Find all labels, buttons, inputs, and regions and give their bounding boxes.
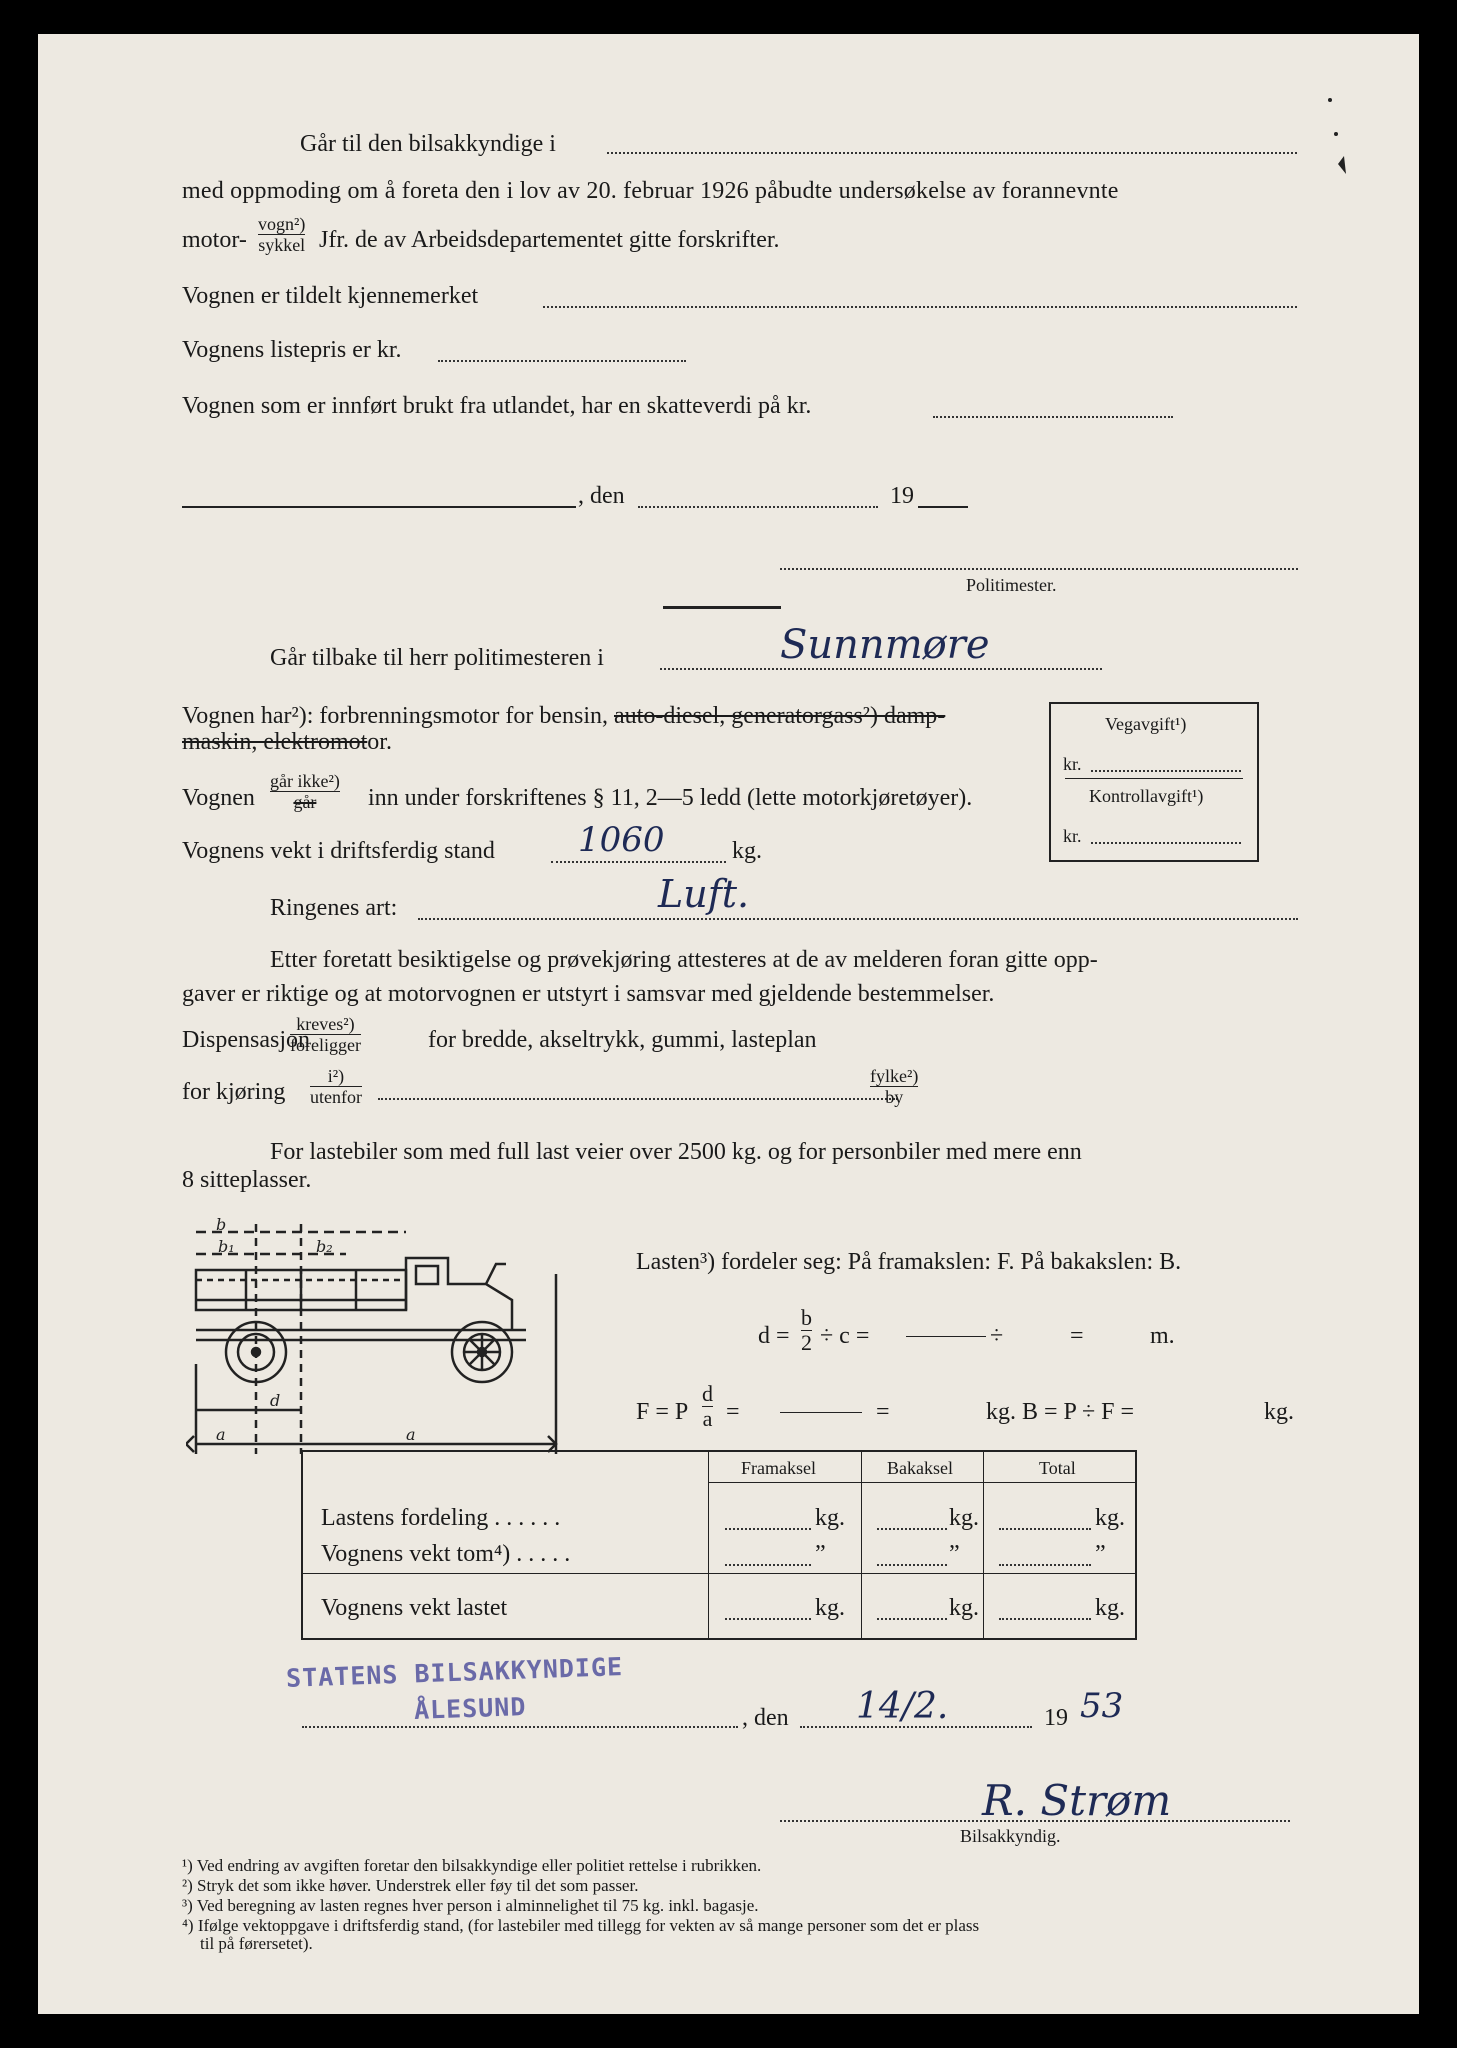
- field-skatteverdi[interactable]: [933, 416, 1173, 418]
- handwritten-date: 14/2.: [856, 1686, 949, 1727]
- frac-top: vogn²): [258, 214, 306, 234]
- formula-d-rest: ÷ c =: [820, 1323, 870, 1349]
- vekt-label: Vognens vekt i driftsferdig stand: [182, 838, 495, 864]
- motor-line-rest: Jfr. de av Arbeidsdepartementet gitte forskrifter.: [319, 227, 780, 253]
- formula-eq: =: [1070, 1323, 1084, 1349]
- struck-elektromotor: maskin, elektromot: [182, 729, 368, 755]
- frac-top: d: [702, 1381, 713, 1406]
- table-cell-field[interactable]: [877, 1564, 947, 1566]
- formula-unit-m: m.: [1150, 1323, 1175, 1349]
- table-cell-field[interactable]: [725, 1528, 811, 1530]
- den-label-2: , den: [742, 1705, 789, 1731]
- formula-minus: ÷: [990, 1323, 1004, 1349]
- svg-text:b: b: [216, 1215, 227, 1234]
- table-cell-unit: kg.: [815, 1505, 845, 1531]
- section-divider: [663, 606, 781, 609]
- field-vekt[interactable]: [551, 861, 726, 863]
- footnote-4: ⁴) Ifølge vektoppgave i driftsferdig stand, (for lastebiler med tillegg for vekten av så mange personer som det er plass: [182, 1916, 980, 1935]
- table-cell-field[interactable]: [999, 1618, 1091, 1620]
- vogn-sykkel-fraction: [258, 214, 305, 255]
- formula-f-lhs: F = P: [636, 1399, 689, 1425]
- form-sheet: [38, 34, 1419, 2014]
- kreves-foreligger-fraction: [290, 1014, 361, 1055]
- vegavgift-label: Vegavgift¹): [1105, 714, 1187, 734]
- svg-text:d: d: [270, 1391, 281, 1410]
- attest-line-2: gaver er riktige og at motorvognen er utstyrt i samsvar med gjeldende bestemmelser.: [182, 981, 995, 1007]
- frac-bottom: utenfor: [310, 1087, 362, 1107]
- year-prefix-1: 19: [890, 483, 914, 509]
- table-row-label: Vognens vekt lastet: [321, 1595, 508, 1621]
- field-politimester-signature[interactable]: [780, 568, 1298, 570]
- table-row-label: Lastens fordeling . . . . . .: [321, 1505, 561, 1531]
- struck-fuel-types: auto-diesel, generatorgass²) damp-: [614, 703, 946, 729]
- svg-text:b₁: b₁: [218, 1237, 235, 1256]
- frac-bottom: sykkel: [258, 235, 306, 255]
- table-cell-field[interactable]: [999, 1528, 1091, 1530]
- formula-f-eq-2: =: [876, 1399, 890, 1425]
- frac-top: i²): [327, 1066, 345, 1086]
- field-kjoring[interactable]: [378, 1098, 898, 1100]
- paper-specks-icon: [1316, 94, 1356, 214]
- lastebiler-line-1: For lastebiler som med full last veier over 2500 kg. og for personbiler med mere enn: [270, 1139, 1082, 1165]
- vegavgift-box: [1049, 702, 1259, 862]
- frac-top: b: [801, 1305, 812, 1330]
- col-header-bakaksel: Bakaksel: [887, 1458, 953, 1478]
- svg-text:b₂: b₂: [316, 1237, 333, 1256]
- formula-f-eq: =: [726, 1399, 740, 1425]
- footnote-3: ³) Ved beregning av lasten regnes hver person i alminnelighet til 75 kg. inkl. bagasje.: [182, 1896, 759, 1915]
- bilsakkyndig-label: Bilsakkyndig.: [960, 1826, 1061, 1846]
- table-cell-unit: kg.: [815, 1595, 845, 1621]
- frac-top: fylke²): [870, 1066, 919, 1086]
- frac-top: kreves²): [296, 1014, 355, 1034]
- kjoring-label: for kjøring: [182, 1079, 286, 1105]
- field-politimester-sted[interactable]: [660, 668, 1102, 670]
- field-dato-1[interactable]: [638, 506, 878, 508]
- lastebiler-line-2: 8 sitteplasser.: [182, 1167, 312, 1193]
- formula-d-over-a: [702, 1382, 713, 1431]
- formula-blank-1: [906, 1336, 986, 1337]
- handwritten-signature: R. Strøm: [982, 1776, 1172, 1825]
- ringenes-label: Ringenes art:: [270, 895, 398, 921]
- field-bilsakkyndige-i[interactable]: [607, 152, 1297, 154]
- table-cell-unit: ”: [949, 1541, 960, 1567]
- fylke-by-fraction: [870, 1066, 918, 1107]
- i-utenfor-fraction: [310, 1066, 362, 1107]
- formula-b-part: kg. B = P ÷ F =: [986, 1399, 1135, 1425]
- vognen-har-line-1: Vognen har²): forbrenningsmotor for bensin, auto-diesel, generatorgass²) damp-: [182, 703, 946, 729]
- table-cell-field[interactable]: [725, 1618, 811, 1620]
- table-row-label: Vognens vekt tom⁴) . . . . .: [321, 1541, 571, 1567]
- table-cell-unit: kg.: [949, 1595, 979, 1621]
- dispensasjon-rest: for bredde, akseltrykk, gummi, lasteplan: [428, 1027, 817, 1053]
- formula-unit-kg: kg.: [1264, 1399, 1294, 1425]
- gar-label: Vognen: [182, 785, 255, 811]
- load-distribution-table: [301, 1450, 1137, 1640]
- col-header-framaksel: Framaksel: [741, 1458, 816, 1478]
- handwritten-vekt: 1060: [578, 820, 665, 860]
- kontrollavgift-kr: kr.: [1063, 826, 1082, 846]
- skatteverdi-label: Vognen som er innført brukt fra utlandet, har en skatteverdi på kr.: [182, 393, 812, 419]
- field-year-1[interactable]: [918, 506, 968, 508]
- field-sted-2[interactable]: [302, 1726, 738, 1728]
- kjennemerke-label: Vognen er tildelt kjennemerket: [182, 283, 479, 309]
- lasten-fordeler: Lasten³) fordeler seg: På framakslen: F. På bakakslen: B.: [636, 1249, 1182, 1275]
- formula-blank-2: [780, 1412, 862, 1413]
- frac-bottom: 2: [801, 1330, 812, 1355]
- field-ringenes[interactable]: [418, 918, 1298, 920]
- listepris-label: Vognens listepris er kr.: [182, 337, 402, 363]
- formula-d-lhs: d =: [758, 1323, 790, 1349]
- attest-line-1: Etter foretatt besiktigelse og prøvekjøring attesteres at de av melderen foran gitte opp-: [270, 947, 1098, 973]
- motor-label: motor-: [182, 227, 247, 253]
- frac-bottom: foreligger: [290, 1035, 361, 1055]
- year-prefix-2: 19: [1044, 1705, 1068, 1731]
- footnote-4-cont: til på førersetet).: [200, 1934, 313, 1953]
- gar-ikke-fraction: [270, 771, 340, 812]
- table-cell-unit: ”: [1095, 1541, 1106, 1567]
- handwritten-ringenes: Luft.: [658, 872, 750, 916]
- table-cell-unit: ”: [815, 1541, 826, 1567]
- vegavgift-kr: kr.: [1063, 754, 1082, 774]
- stamp-statens-bilsakkyndige: STATENS BILSAKKYNDIGE: [285, 1652, 624, 1693]
- table-cell-field[interactable]: [877, 1528, 947, 1530]
- field-kjennemerke[interactable]: [543, 306, 1297, 308]
- table-cell-unit: kg.: [1095, 1505, 1125, 1531]
- formula-b-over-2: [801, 1306, 812, 1355]
- den-label-1: , den: [578, 483, 625, 509]
- stamp-alesund: ÅLESUND: [413, 1692, 527, 1725]
- field-sted[interactable]: [182, 506, 576, 508]
- svg-text:a: a: [406, 1425, 416, 1444]
- vekt-unit: kg.: [732, 838, 762, 864]
- gar-rest: inn under forskriftenes § 11, 2—5 ledd (lette motorkjøretøyer).: [368, 785, 973, 811]
- tilbake-label: Går tilbake til herr politimesteren i: [270, 645, 604, 671]
- svg-text:a: a: [216, 1425, 226, 1444]
- field-vegavgift[interactable]: [1091, 770, 1241, 772]
- frac-bottom: a: [702, 1406, 713, 1431]
- footnote-2: ²) Stryk det som ikke høver. Understrek eller føy til det som passer.: [182, 1876, 639, 1895]
- field-kontrollavgift[interactable]: [1091, 842, 1241, 844]
- frac-bottom: går: [293, 792, 317, 812]
- table-cell-field[interactable]: [999, 1564, 1091, 1566]
- table-cell-field[interactable]: [877, 1618, 947, 1620]
- table-cell-unit: kg.: [1095, 1595, 1125, 1621]
- dispensasjon-label: Dispensasjon: [182, 1027, 310, 1053]
- frac-bottom: by: [885, 1087, 904, 1107]
- field-listepris[interactable]: [438, 360, 686, 362]
- kontrollavgift-label: Kontrollavgift¹): [1089, 786, 1204, 806]
- table-cell-field[interactable]: [725, 1564, 811, 1566]
- table-cell-unit: kg.: [949, 1505, 979, 1531]
- handwritten-sunnmore: Sunnmøre: [780, 622, 990, 668]
- footnote-1: ¹) Ved endring av avgiften foretar den bilsakkyndige eller politiet rettelse i rubrikken.: [182, 1856, 762, 1875]
- col-header-total: Total: [1039, 1458, 1076, 1478]
- intro-line-2: med oppmoding om å foreta den i lov av 20. februar 1926 påbudte undersøkelse av forannevnte: [182, 178, 1119, 204]
- truck-diagram-icon: [186, 1214, 606, 1464]
- vognen-har-line-2: maskin, elektromotor.: [182, 729, 392, 755]
- handwritten-year: 53: [1080, 1686, 1124, 1726]
- intro-line-1: Går til den bilsakkyndige i: [300, 131, 556, 157]
- politimester-label: Politimester.: [966, 575, 1057, 595]
- frac-top: går ikke²): [270, 771, 340, 791]
